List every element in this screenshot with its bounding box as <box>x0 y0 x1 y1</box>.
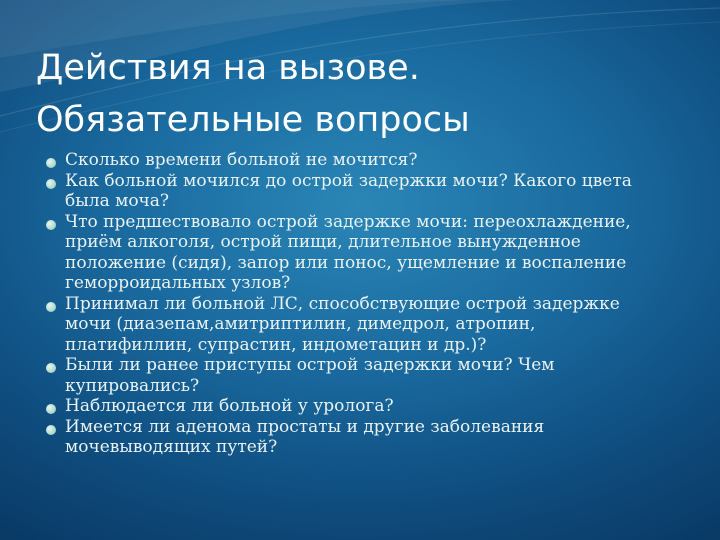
bullet-icon <box>46 404 56 414</box>
slide-title-line: Действия на вызове. <box>36 48 420 88</box>
bullet-list <box>46 150 698 458</box>
bullet-text: Как больной мочился до острой задержки мочи? Какого цвета <box>65 170 632 191</box>
bullet-text: Сколько времени больной не мочится? <box>65 150 418 170</box>
bullet-text: Имеется ли аденома простаты и другие заболевания <box>65 416 545 437</box>
bullet-item <box>46 396 698 417</box>
bullet-text: мочевыводящих путей? <box>65 437 278 457</box>
bullet-item <box>46 150 698 171</box>
bullet-item <box>46 294 698 356</box>
slide-title <box>36 42 696 146</box>
bullet-icon <box>46 425 56 435</box>
bullet-text: Принимал ли больной ЛС, способствующие острой задержке <box>65 293 620 314</box>
bullet-text: геморроидальных узлов? <box>65 273 291 293</box>
bullet-item <box>46 417 698 458</box>
bullet-text: положение (сидя), запор или понос, ущемление и воспаление <box>65 252 627 273</box>
bullet-text: купировались? <box>65 375 200 396</box>
bullet-icon <box>46 302 56 312</box>
bullet-text: была моча? <box>65 191 170 211</box>
bullet-item <box>46 171 698 212</box>
bullet-item <box>46 355 698 396</box>
bullet-text: платифиллин, супрастин, индометацин и др.)? <box>65 334 487 355</box>
bullet-text: Что предшествовало острой задержке мочи: переохлаждение, <box>65 211 631 232</box>
bullet-item <box>46 212 698 294</box>
bullet-text: мочи (диазепам,амитриптилин, димедрол, атропин, <box>65 314 536 334</box>
bullet-text: Были ли ранее приступы острой задержки мочи? Чем <box>65 355 555 375</box>
bullet-text: Наблюдается ли больной у уролога? <box>65 396 394 416</box>
slide-title-line: Обязательные вопросы <box>36 100 470 140</box>
bullet-text: приём алкоголя, острой пищи, длительное вынужденное <box>65 232 581 252</box>
bullet-icon <box>46 220 56 230</box>
bullet-icon <box>46 363 56 373</box>
bullet-icon <box>46 158 56 168</box>
bullet-icon <box>46 179 56 189</box>
